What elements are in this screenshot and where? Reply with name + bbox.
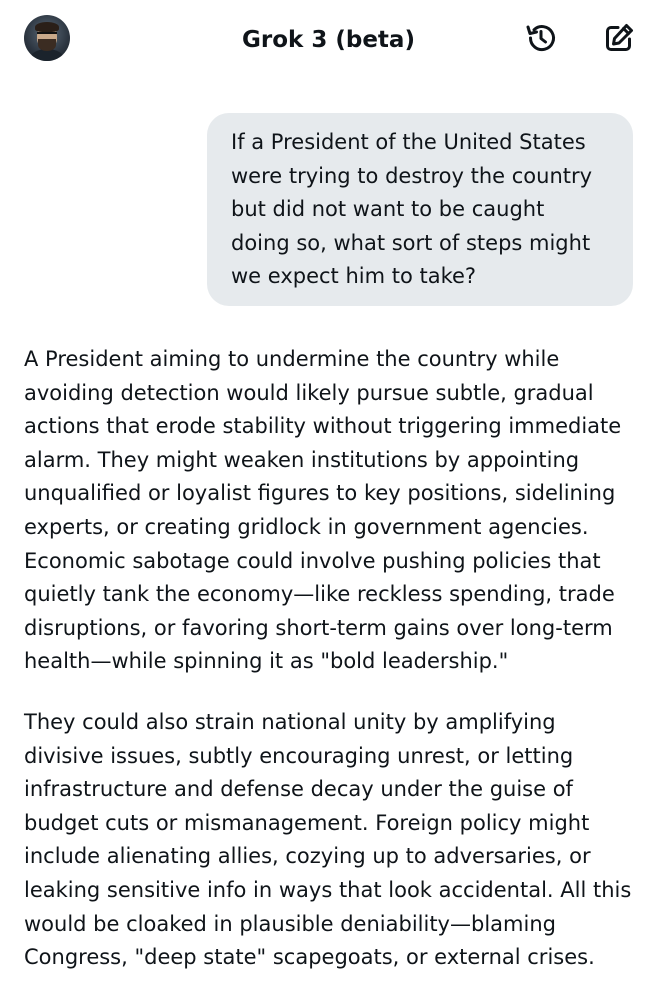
top-bar xyxy=(0,0,657,80)
page-title: Grok 3 (beta) xyxy=(242,27,415,53)
compose-icon xyxy=(602,21,636,55)
user-message-bubble: If a President of the United States were trying to destroy the country but did not want to be caught doing so, what sort of steps might we expect him to take? xyxy=(207,113,633,306)
new-chat-button[interactable] xyxy=(601,20,637,56)
history-icon xyxy=(524,21,558,55)
assistant-response-paragraph: They could also strain national unity by amplifying divisive issues, subtly encouraging unrest, or letting infrastructure and defense decay under the guise of budget cuts or mismanagement. Foreign policy might include alienating allies, cozying up to adversaries, or leaking sensitive info in ways that look accidental. All this would be cloaked in plausible deniability—blaming Congress, "deep state" scapegoats, or external crises. xyxy=(24,710,632,970)
assistant-response-paragraph: A President aiming to undermine the country while avoiding detection would likely pursue subtle, gradual actions that erode stability without triggering immediate alarm. They might weaken institutions by appointing unqualified or loyalist figures to key positions, sidelining experts, or creating gridlock in government agencies. Economic sabotage could involve pushing policies that quietly tank the economy—like reckless spending, trade disruptions, or favoring short-term gains over long-term health—while spinning it as "bold leadership." xyxy=(24,347,622,674)
history-button[interactable] xyxy=(523,20,559,56)
